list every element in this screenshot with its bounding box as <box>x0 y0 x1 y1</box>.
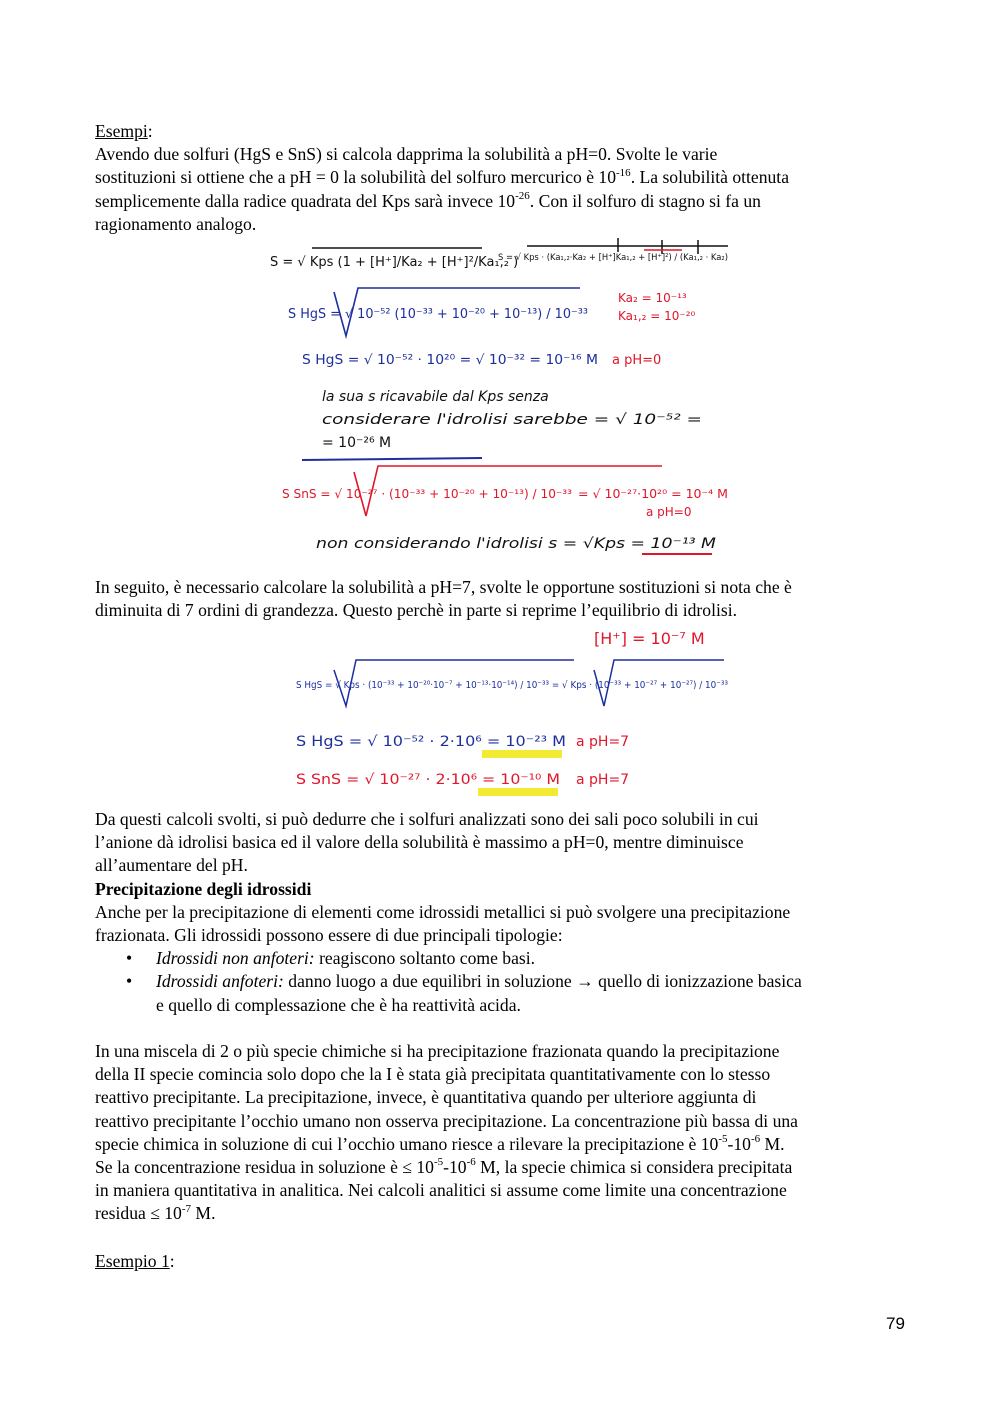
hgs-solubility-ph0-setup: S HgS = √ 10⁻⁵² (10⁻³³ + 10⁻²⁰ + 10⁻¹³) / 10⁻³³ <box>288 307 588 322</box>
paragraph-line: Se la concentrazione residua in soluzione è ≤ $10^{-5}-10^{-6}$ M, la specie chimica si considera precipitata <box>95 1156 793 1178</box>
hgs-solubility-ph7-result: S HgS = √ 10⁻⁵² · 2·10⁶ = 10⁻²³ M <box>296 734 566 750</box>
intro-line: semplicemente dalla radice quadrata del Kps sarà invece $10^{-26}$. Con il solfuro di stagno si fa un <box>95 189 761 211</box>
sns-solubility-ph0-result: = √ 10⁻²⁷·10²⁰ = 10⁻⁴ M <box>578 487 728 501</box>
solubility-formula-1: S = √ Kps (1 + [H⁺]/Ka₂ + [H⁺]²/Ka₁,₂ ) <box>270 255 519 270</box>
handwritten-note: = 10⁻²⁶ M <box>322 435 392 451</box>
hgs-solubility-ph0-result: S HgS = √ 10⁻⁵² · 10²⁰ = √ 10⁻³² = 10⁻¹⁶ M <box>302 353 598 368</box>
sns-ph0-label: a pH=0 <box>646 505 692 519</box>
handwritten-derivation-ph7 <box>294 622 734 800</box>
mid-line: diminuita di 7 ordini di grandezza. Questo perchè in parte si reprime l’equilibrio di idrolisi. <box>95 600 738 621</box>
ph0-label: a pH=0 <box>612 353 662 368</box>
section-line: Anche per la precipitazione di elementi come idrossidi metallici si può svolgere una precipitazione <box>95 901 791 922</box>
paragraph-line: reattivo precipitante l’occhio umano non osserva precipitazione. La concentrazione più bassa di una <box>95 1110 798 1131</box>
ka2-value: Ka₂ = 10⁻¹³ <box>618 291 687 305</box>
intro-paragraph: Esempi: Avendo due solfuri (HgS e SnS) si calcola dapprima la solubilità a pH=0. Svolte le varie sostituzioni si ottiene che a pH = 0 la solubilità del solfuro mercurico è $10^{-16}$. La solubilità ottenuta semplicemente dalla radice quadrata del Kps sarà invece $10^{-26}$. Con il solfuro di stagno si fa un ragionamento analogo. <box>95 120 905 236</box>
handwritten-note: considerare l'idrolisi sarebbe = √ 10⁻⁵² = <box>322 412 702 428</box>
paragraph-line: residua ≤ $10^{-7}$ M. <box>95 1202 216 1224</box>
paragraph-line: della II specie comincia solo dopo che la I è stata già precipitata quantitativamente con lo stesso <box>95 1064 771 1085</box>
handwritten-note: non considerando l'idrolisi s = √Kps = 10⁻¹³ M <box>316 536 716 552</box>
mid-line: In seguito, è necessario calcolare la solubilità a pH=7, svolte le opportune sostituzioni si nota che è <box>95 577 792 597</box>
hgs-ph7-label: a pH=7 <box>576 734 630 750</box>
intro-line: Avendo due solfuri (HgS e SnS) si calcola dapprima la solubilità a pH=0. Svolte le varie <box>95 144 718 165</box>
conclusion-line: all’aumentare del pH. <box>95 855 248 876</box>
section-line: frazionata. Gli idrossidi possono essere di due principali tipologie: <box>95 925 563 946</box>
paragraph-line: reattivo precipitante. La precipitazione, invece, è quantitativa quando per ulteriore aggiunta di <box>95 1087 757 1108</box>
section-title: Precipitazione degli idrossidi <box>95 878 312 899</box>
paragraph-line: specie chimica in soluzione di cui l’occhio umano riesce a rilevare la precipitazione è $10^{-5}-10^{-6}$ M. <box>95 1132 785 1154</box>
examples-heading: Esempi <box>95 121 148 141</box>
conclusion-line: Da questi calcoli svolti, si può dedurre che i solfuri analizzati sono dei sali poco solubili in cui <box>95 809 759 829</box>
ka12-value: Ka₁,₂ = 10⁻²⁰ <box>618 309 696 323</box>
sns-solubility-ph0-setup: S SnS = √ 10⁻²⁷ · (10⁻³³ + 10⁻²⁰ + 10⁻¹³) / 10⁻³³ <box>282 487 573 501</box>
bullet-icon: • <box>126 948 133 969</box>
handwritten-derivation-ph0 <box>262 236 746 558</box>
sns-solubility-ph7: S SnS = √ 10⁻²⁷ · 2·10⁶ = 10⁻¹⁰ M <box>296 772 560 788</box>
mid-paragraph <box>95 576 905 622</box>
intro-line: ragionamento analogo. <box>95 213 257 234</box>
hplus-value: [H⁺] = 10⁻⁷ M <box>594 629 705 648</box>
page-number: 79 <box>886 1314 905 1333</box>
solubility-formula-2: S = √ Kps · (Ka₁,₂·Ka₂ + [H⁺]Ka₁,₂ + [H⁺]²) / (Ka₁,₂ · Ka₂) <box>498 253 746 263</box>
paragraph-line: in maniera quantitativa in analitica. Nei calcoli analitici si assume come limite una concentrazione <box>95 1180 787 1201</box>
list-item: • Idrossidi non anfoteri: reagiscono soltanto come basi. <box>95 947 905 970</box>
precipitation-paragraph <box>95 1040 905 1226</box>
sns-ph7-label: a pH=7 <box>576 772 630 788</box>
list-item: • Idrossidi anfoteri: danno luogo a due equilibri in soluzione → quello di ionizzazione basica <box>95 970 905 993</box>
bullet-icon: • <box>126 971 133 992</box>
hgs-solubility-ph7-setup: S HgS = √ Kps · (10⁻³³ + 10⁻²⁰·10⁻⁷ + 10⁻¹³·10⁻¹⁴) / 10⁻³³ = √ Kps · (10⁻³³ + 10⁻²⁷ + 10⁻²⁷) / 10⁻³³ <box>296 680 728 691</box>
handwritten-note: la sua s ricavabile dal Kps senza <box>322 389 549 405</box>
conclusion-paragraph <box>95 808 905 1017</box>
intro-line: sostituzioni si ottiene che a pH = 0 la solubilità del solfuro mercurico è $10^{-16}$. La solubilità ottenuta <box>95 166 789 188</box>
example-1-heading: Esempio 1: <box>95 1251 175 1271</box>
list-item-continuation: e quello di complessazione che è ha reattività acida. <box>156 994 521 1015</box>
conclusion-line: l’anione dà idrolisi basica ed il valore della solubilità è massimo a pH=0, mentre diminuisce <box>95 832 744 853</box>
paragraph-line: In una miscela di 2 o più specie chimiche si ha precipitazione frazionata quando la precipitazione <box>95 1041 780 1061</box>
